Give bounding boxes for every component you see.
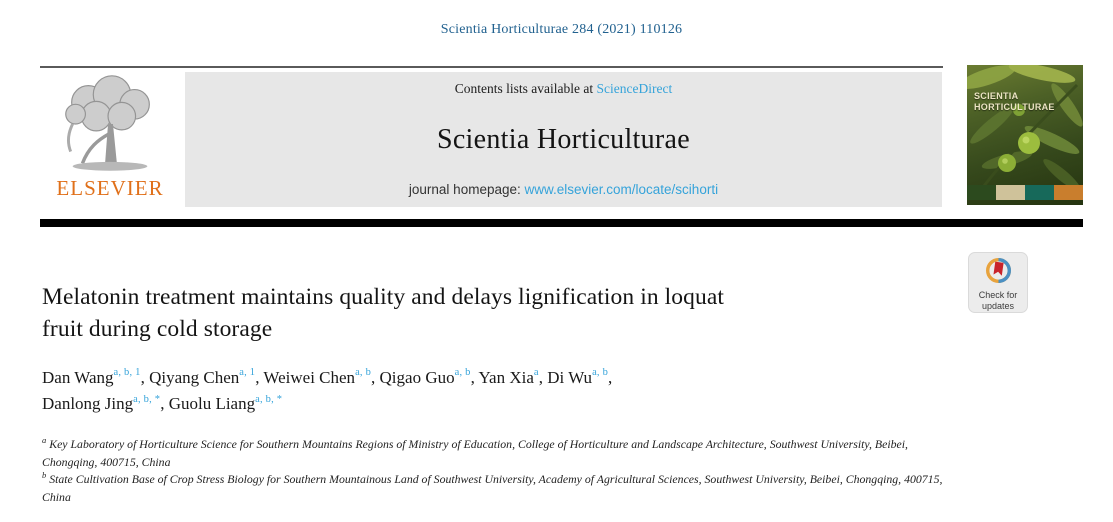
cover-bottom-strip: [967, 185, 1083, 200]
author: Di Wu$^{a, b}$,: [547, 367, 613, 387]
journal-cover-thumbnail[interactable]: [967, 65, 1083, 205]
affiliation-marker: a: [42, 435, 47, 446]
elsevier-tree-icon: [51, 72, 169, 176]
author: Danlong Jing$^{a, b, *}$,: [42, 393, 169, 414]
journal-header-box: [185, 72, 942, 207]
author-superscript: a, 1: [239, 367, 256, 379]
cover-journal-title: SCIENTIA HORTICULTURAE: [974, 91, 1055, 113]
elsevier-logo: [44, 72, 176, 207]
author: Dan Wang$^{a, b, 1}$,: [42, 367, 150, 387]
author-superscript: a: [533, 367, 539, 379]
author: Weiwei Chen$^{a, b}$,: [263, 367, 380, 387]
header-top-rule: [40, 66, 943, 68]
article-title: [42, 281, 982, 346]
author: Qigao Guo$^{a, b}$,: [379, 367, 479, 387]
author: Qiyang Chen$^{a, 1}$,: [149, 367, 264, 387]
article-title-line1: Melatonin treatment maintains quality and delays lignification in loquat: [42, 284, 725, 310]
author-line-1: [42, 365, 982, 391]
journal-title: Scientia Horticulturae: [436, 123, 691, 155]
contents-prefix: Contents lists available at: [454, 81, 597, 96]
affiliation: $^b$ State Cultivation Base of Crop Stress Biology for Southern Mountainous Land of Southwest University, Academy of Agricultural Sciences, Southwest University, Beibei, Chongqing, 400715, China: [42, 470, 943, 505]
author-superscript: a, b: [454, 367, 471, 379]
affiliation: $^a$ Key Laboratory of Horticulture Science for Southern Mountains Regions of Ministry of Education, College of Horticulture and Landscape Architecture, Southwest University, Beibei, Chongqing, 400715, China: [42, 435, 908, 469]
cover-art: [967, 65, 1083, 205]
author: Guolu Liang$^{a, b, *}$: [168, 393, 283, 414]
affiliation-marker: b: [42, 470, 47, 481]
homepage-prefix: journal homepage:: [408, 182, 525, 197]
crossmark-icon: [985, 257, 1012, 284]
author-superscript: a, b, 1: [113, 367, 141, 379]
badge-text: Check for updates: [978, 290, 1018, 311]
author: Yan Xia$^a$,: [478, 367, 548, 387]
header-divider-bar: [40, 219, 1083, 227]
sciencedirect-link[interactable]: ScienceDirect: [596, 81, 673, 96]
author-line-2: [42, 391, 982, 417]
author-superscript: a, b: [592, 367, 609, 379]
homepage-url-link[interactable]: www.elsevier.com/locate/scihorti: [524, 182, 719, 197]
affiliation-list: [42, 436, 948, 507]
elsevier-wordmark: ELSEVIER: [56, 176, 164, 200]
author-superscript: a, b: [355, 367, 372, 379]
author-list: [42, 365, 982, 418]
contents-line: [455, 81, 672, 97]
article-title-line2: fruit during cold storage: [42, 316, 273, 343]
author-superscript: a, b, *: [133, 393, 161, 405]
journal-citation: Scientia Horticulturae 284 (2021) 110126: [440, 22, 683, 37]
author-superscript: a, b, *: [255, 393, 283, 405]
homepage-line: [409, 182, 718, 197]
